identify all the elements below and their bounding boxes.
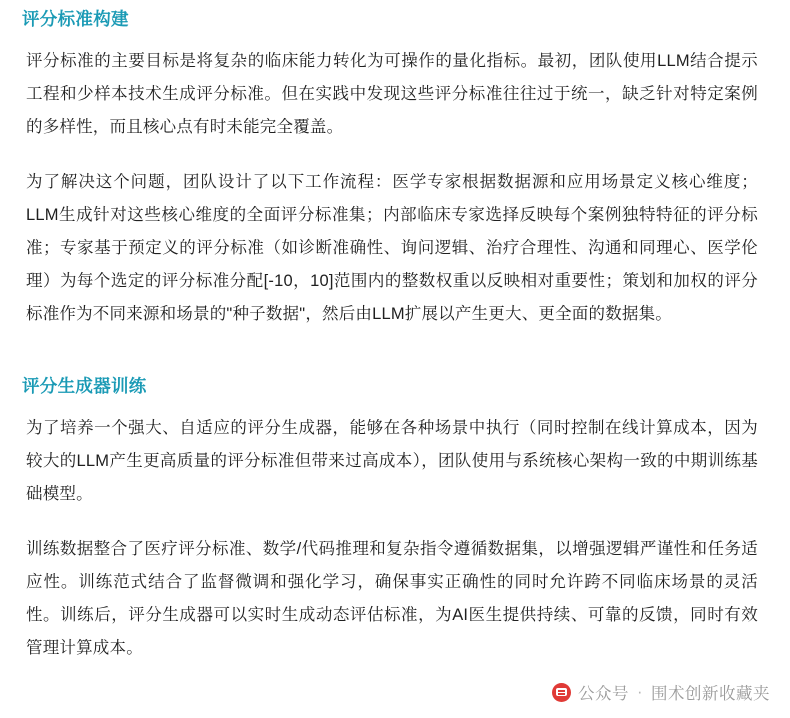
section-heading-rubric-construction: 评分标准构建 [22,9,129,29]
watermark [552,680,770,704]
section-body-generator-training [26,412,758,665]
section-generator-training [8,375,766,665]
section-rubric-construction [8,8,766,331]
paragraph: 为了解决这个问题，团队设计了以下工作流程：医学专家根据数据源和应用场景定义核心维度；LLM生成针对这些核心维度的全面评分标准集；内部临床专家选择反映每个案例独特特征的评分标准；专家基于预定义的评分标准（如诊断准确性、询问逻辑、治疗合理性、沟通和同理心、医学伦理）为每个选定的评分标准分配[-10，10]范围内的整数权重以反映相对重要性；策划和加权的评分标准作为不同来源和场景的"种子数据"，然后由LLM扩展以产生更大、更全面的数据集。 [26,172,758,323]
paragraph: 为了培养一个强大、自适应的评分生成器，能够在各种场景中执行（同时控制在线计算成本，因为较大的LLM产生更高质量的评分标准但带来过高成本），团队使用与系统核心架构一致的中期训练基础模型。 [26,418,758,503]
section-body-rubric-construction [26,45,758,331]
section-heading-generator-training: 评分生成器训练 [22,375,147,396]
watermark-prefix: 公众号 [578,685,629,703]
paragraph: 评分标准的主要目标是将复杂的临床能力转化为可操作的量化指标。最初，团队使用LLM结合提示工程和少样本技术生成评分标准。但在实践中发现这些评分标准往往过于统一，缺乏针对特定案例的多样性，而且核心点有时未能完全覆盖。 [26,51,758,136]
section-divider-space [8,331,766,375]
watermark-separator: · [637,682,643,701]
wechat-official-account-icon [552,683,571,702]
paragraph: 训练数据整合了医疗评分标准、数学/代码推理和复杂指令遵循数据集，以增强逻辑严谨性和任务适应性。训练范式结合了监督微调和强化学习，确保事实正确性的同时允许跨不同临床场景的灵活性。训练后，评分生成器可以实时生成动态评估标准，为AI医生提供持续、可靠的反馈，同时有效管理计算成本。 [26,539,758,657]
watermark-account-name: 围术创新收藏夹 [651,685,770,703]
